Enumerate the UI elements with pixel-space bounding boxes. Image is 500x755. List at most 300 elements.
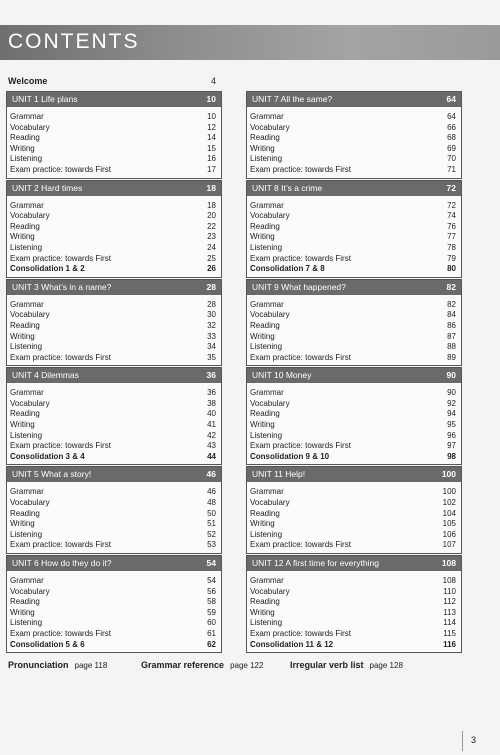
unit-header[interactable]: [7, 280, 221, 295]
section-row[interactable]: [250, 388, 456, 399]
section-label: Listening: [10, 618, 43, 628]
section-page: 94: [447, 409, 456, 419]
section-label: Listening: [10, 154, 43, 164]
section-row[interactable]: [10, 519, 216, 530]
section-page: 72: [447, 200, 456, 210]
section-row[interactable]: [250, 232, 456, 243]
section-row[interactable]: [10, 332, 216, 343]
section-row[interactable]: [250, 587, 456, 598]
section-label: Consolidation 1 & 2: [10, 264, 85, 274]
section-label: Grammar: [250, 112, 284, 121]
section-label: Vocabulary: [250, 586, 290, 596]
section-page: 84: [447, 310, 456, 320]
section-row[interactable]: [250, 498, 456, 509]
section-label: Writing: [250, 519, 275, 529]
section-row[interactable]: [10, 112, 216, 123]
section-page: 79: [447, 253, 456, 263]
unit-title: UNIT 3 What’s in a name?: [12, 281, 112, 292]
section-label: Reading: [250, 320, 280, 330]
section-page: 77: [447, 232, 456, 242]
section-page: 71: [447, 164, 456, 174]
unit-section-list: [247, 295, 461, 366]
unit-page: 108: [441, 558, 456, 568]
section-row[interactable]: [10, 452, 216, 463]
section-row[interactable]: [250, 243, 456, 254]
section-row[interactable]: [250, 399, 456, 410]
section-row[interactable]: [10, 232, 216, 243]
section-page: 53: [207, 540, 216, 550]
unit-header[interactable]: [247, 181, 461, 196]
unit-page: 82: [446, 281, 456, 292]
section-page: 108: [442, 576, 456, 585]
section-page: 54: [207, 576, 216, 585]
section-page: 95: [447, 420, 456, 430]
section-row[interactable]: [250, 509, 456, 520]
contents-banner: [0, 25, 500, 60]
footer-references: [8, 660, 488, 672]
section-page: 80: [447, 264, 456, 274]
section-label: Vocabulary: [250, 122, 290, 132]
section-label: Vocabulary: [10, 398, 50, 408]
section-row[interactable]: [10, 388, 216, 399]
section-row[interactable]: [10, 310, 216, 321]
page-divider: [462, 731, 463, 751]
section-page: 90: [447, 388, 456, 398]
section-label: Vocabulary: [250, 498, 290, 508]
unit-section-list: [247, 383, 461, 464]
section-label: Reading: [10, 320, 40, 330]
section-page: 50: [207, 508, 216, 518]
section-label: Consolidation 3 & 4: [10, 451, 85, 461]
section-label: Grammar: [10, 200, 44, 210]
section-page: 33: [207, 331, 216, 341]
section-page: 59: [207, 607, 216, 617]
section-row[interactable]: [10, 629, 216, 640]
unit-box: [6, 555, 222, 653]
section-label: Reading: [250, 508, 280, 518]
section-row[interactable]: [250, 112, 456, 123]
unit-section-list: [7, 571, 221, 652]
section-row[interactable]: [10, 487, 216, 498]
section-page: 110: [443, 586, 456, 596]
section-label: Vocabulary: [250, 398, 290, 408]
section-label: Grammar: [250, 487, 284, 497]
section-row[interactable]: [250, 629, 456, 640]
section-label: Listening: [10, 342, 43, 352]
section-label: Writing: [250, 232, 275, 242]
section-page: 23: [207, 232, 216, 242]
section-page: 15: [207, 143, 216, 153]
section-row[interactable]: [10, 540, 216, 551]
section-label: Exam practice: towards First: [10, 628, 111, 638]
unit-header[interactable]: [247, 280, 461, 295]
section-row[interactable]: [250, 420, 456, 431]
section-label: Reading: [10, 409, 40, 419]
section-label: Reading: [250, 597, 280, 607]
unit-page: 10: [206, 94, 216, 104]
section-page: 51: [207, 519, 216, 529]
section-label: Grammar: [10, 487, 44, 497]
section-label: Vocabulary: [10, 310, 50, 320]
section-row[interactable]: [250, 133, 456, 144]
section-row[interactable]: [250, 353, 456, 364]
section-label: Writing: [250, 143, 275, 153]
unit-page: 90: [446, 370, 456, 381]
unit-title: UNIT 12 A first time for everything: [252, 558, 379, 568]
section-page: 43: [207, 441, 216, 451]
unit-header[interactable]: [7, 556, 221, 571]
section-page: 78: [447, 242, 456, 252]
unit-box: [6, 279, 222, 367]
section-row[interactable]: [250, 597, 456, 608]
section-label: Reading: [10, 508, 40, 518]
section-label: Grammar: [10, 576, 44, 585]
welcome-page: 4: [210, 76, 216, 86]
unit-page: 64: [446, 94, 456, 104]
footer-page: page 128: [369, 661, 403, 670]
unit-header[interactable]: [7, 181, 221, 196]
section-label: Vocabulary: [10, 122, 50, 132]
section-label: Exam practice: towards First: [10, 540, 111, 550]
section-row[interactable]: [10, 300, 216, 311]
section-label: Exam practice: towards First: [10, 253, 111, 263]
unit-section-list: [7, 383, 221, 464]
unit-page: 36: [206, 370, 216, 381]
section-row[interactable]: [10, 243, 216, 254]
section-row[interactable]: [10, 608, 216, 619]
section-row[interactable]: [10, 222, 216, 233]
section-page: 40: [207, 409, 216, 419]
section-page: 62: [207, 639, 216, 649]
unit-box: [246, 180, 462, 278]
section-page: 16: [207, 154, 216, 164]
section-row[interactable]: [250, 342, 456, 353]
section-label: Writing: [250, 331, 275, 341]
unit-page: 72: [446, 182, 456, 193]
section-page: 76: [447, 221, 456, 231]
section-label: Writing: [10, 232, 35, 242]
section-label: Reading: [10, 597, 40, 607]
section-label: Reading: [250, 221, 280, 231]
section-label: Listening: [250, 242, 283, 252]
section-row[interactable]: [10, 618, 216, 629]
unit-title: UNIT 8 It’s a crime: [252, 182, 323, 193]
section-row[interactable]: [250, 487, 456, 498]
section-page: 46: [207, 487, 216, 497]
section-label: Writing: [10, 607, 35, 617]
section-row[interactable]: [10, 144, 216, 155]
section-label: Listening: [250, 342, 283, 352]
section-page: 116: [443, 639, 456, 649]
section-page: 113: [443, 607, 456, 617]
section-page: 14: [207, 133, 216, 143]
section-label: Vocabulary: [10, 498, 50, 508]
section-label: Writing: [10, 331, 35, 341]
section-row[interactable]: [250, 310, 456, 321]
section-row[interactable]: [10, 201, 216, 212]
section-label: Consolidation 5 & 6: [10, 639, 85, 649]
unit-title: UNIT 1 Life plans: [12, 94, 78, 104]
section-page: 58: [207, 597, 216, 607]
section-label: Grammar: [10, 112, 44, 121]
section-row[interactable]: [10, 165, 216, 176]
section-label: Consolidation 9 & 10: [250, 451, 330, 461]
section-label: Grammar: [10, 299, 44, 309]
section-row[interactable]: [250, 211, 456, 222]
unit-title: UNIT 10 Money: [252, 370, 312, 381]
unit-section-list: [247, 196, 461, 277]
section-page: 114: [443, 618, 456, 628]
section-page: 98: [447, 451, 456, 461]
footer-pronunciation[interactable]: [8, 660, 107, 670]
section-label: Grammar: [10, 388, 44, 398]
footer-label: Grammar reference: [141, 660, 225, 670]
section-row[interactable]: [250, 123, 456, 134]
unit-page: 54: [206, 558, 216, 568]
section-page: 32: [207, 320, 216, 330]
section-page: 86: [447, 320, 456, 330]
unit-box: [6, 367, 222, 465]
section-label: Listening: [10, 242, 43, 252]
section-label: Exam practice: towards First: [250, 628, 351, 638]
section-label: Reading: [10, 221, 40, 231]
section-row[interactable]: [10, 353, 216, 364]
unit-header[interactable]: [7, 92, 221, 107]
section-page: 96: [447, 430, 456, 440]
section-page: 105: [442, 519, 456, 529]
section-page: 107: [442, 540, 456, 550]
section-label: Grammar: [250, 200, 284, 210]
section-label: Reading: [10, 133, 40, 143]
section-row[interactable]: [250, 165, 456, 176]
section-row[interactable]: [10, 254, 216, 265]
section-row[interactable]: [250, 300, 456, 311]
unit-header[interactable]: [7, 368, 221, 383]
section-page: 112: [443, 597, 456, 607]
section-label: Exam practice: towards First: [10, 441, 111, 451]
section-label: Exam practice: towards First: [250, 540, 351, 550]
section-page: 82: [447, 299, 456, 309]
section-row[interactable]: [10, 509, 216, 520]
section-page: 12: [207, 122, 216, 132]
section-row[interactable]: [10, 123, 216, 134]
unit-section-list: [7, 295, 221, 366]
unit-title: UNIT 5 What a story!: [12, 469, 92, 480]
section-row[interactable]: [250, 540, 456, 551]
section-page: 18: [207, 200, 216, 210]
unit-header[interactable]: [7, 467, 221, 482]
section-page: 87: [447, 331, 456, 341]
section-page: 66: [447, 122, 456, 132]
units-column-right: [246, 91, 462, 654]
section-label: Grammar: [250, 299, 284, 309]
section-row[interactable]: [10, 597, 216, 608]
section-row[interactable]: [250, 332, 456, 343]
section-page: 61: [207, 628, 216, 638]
section-label: Listening: [250, 529, 283, 539]
section-page: 68: [447, 133, 456, 143]
unit-title: UNIT 4 Dilemmas: [12, 370, 79, 381]
section-row[interactable]: [10, 342, 216, 353]
section-label: Listening: [250, 618, 283, 628]
section-row[interactable]: [250, 264, 456, 275]
section-label: Reading: [250, 133, 280, 143]
unit-page: 28: [206, 281, 216, 292]
section-row[interactable]: [10, 420, 216, 431]
section-page: 10: [207, 112, 216, 121]
section-label: Listening: [250, 430, 283, 440]
section-label: Writing: [10, 143, 35, 153]
section-label: Writing: [10, 420, 35, 430]
section-page: 41: [207, 420, 216, 430]
section-page: 60: [207, 618, 216, 628]
section-label: Listening: [10, 529, 43, 539]
unit-page: 46: [206, 469, 216, 480]
section-page: 44: [207, 451, 216, 461]
unit-box: [246, 367, 462, 465]
section-row[interactable]: [10, 154, 216, 165]
footer-label: Irregular verb list: [290, 660, 364, 670]
section-row[interactable]: [250, 222, 456, 233]
section-page: 56: [207, 586, 216, 596]
section-label: Listening: [250, 154, 283, 164]
welcome-label: Welcome: [8, 76, 48, 86]
section-page: 64: [447, 112, 456, 121]
section-page: 38: [207, 398, 216, 408]
unit-header[interactable]: [247, 556, 461, 571]
section-row[interactable]: [250, 441, 456, 452]
section-row[interactable]: [10, 133, 216, 144]
section-label: Writing: [250, 420, 275, 430]
section-label: Exam practice: towards First: [10, 164, 111, 174]
page-number: 3: [471, 735, 477, 745]
section-page: 69: [447, 143, 456, 153]
section-label: Exam practice: towards First: [10, 352, 111, 362]
section-page: 115: [443, 628, 456, 638]
section-label: Vocabulary: [10, 211, 50, 221]
section-row[interactable]: [250, 618, 456, 629]
section-label: Consolidation 11 & 12: [250, 639, 334, 649]
section-label: Vocabulary: [10, 586, 50, 596]
section-page: 20: [207, 211, 216, 221]
section-label: Grammar: [250, 388, 284, 398]
section-row[interactable]: [10, 587, 216, 598]
section-page: 22: [207, 221, 216, 231]
section-page: 34: [207, 342, 216, 352]
section-label: Vocabulary: [250, 310, 290, 320]
section-row[interactable]: [250, 409, 456, 420]
section-page: 74: [447, 211, 456, 221]
unit-title: UNIT 7 All the same?: [252, 94, 333, 104]
section-row[interactable]: [10, 399, 216, 410]
unit-section-list: [7, 107, 221, 178]
section-row[interactable]: [10, 441, 216, 452]
section-row[interactable]: [250, 576, 456, 587]
section-page: 30: [207, 310, 216, 320]
unit-title: UNIT 11 Help!: [252, 469, 306, 480]
section-page: 25: [207, 253, 216, 263]
section-row[interactable]: [250, 154, 456, 165]
unit-box: [6, 466, 222, 554]
unit-section-list: [247, 107, 461, 178]
section-row[interactable]: [250, 144, 456, 155]
section-row[interactable]: [250, 519, 456, 530]
unit-header[interactable]: [247, 92, 461, 107]
section-page: 70: [447, 154, 456, 164]
section-page: 89: [447, 352, 456, 362]
unit-section-list: [247, 482, 461, 553]
section-page: 35: [207, 352, 216, 362]
section-label: Writing: [250, 607, 275, 617]
section-row[interactable]: [250, 321, 456, 332]
section-row[interactable]: [250, 452, 456, 463]
section-row[interactable]: [10, 409, 216, 420]
unit-page: 100: [441, 469, 456, 480]
unit-header[interactable]: [247, 368, 461, 383]
section-page: 97: [447, 441, 456, 451]
section-page: 36: [207, 388, 216, 398]
unit-section-list: [7, 482, 221, 553]
section-label: Exam practice: towards First: [250, 441, 351, 451]
section-label: Consolidation 7 & 8: [250, 264, 325, 274]
unit-box: [6, 91, 222, 179]
unit-header[interactable]: [247, 467, 461, 482]
unit-page: 18: [206, 182, 216, 193]
section-page: 92: [447, 398, 456, 408]
section-page: 52: [207, 529, 216, 539]
footer-irregular-verb-list[interactable]: [290, 660, 403, 670]
section-page: 26: [207, 264, 216, 274]
unit-title: UNIT 9 What happened?: [252, 281, 346, 292]
units-column-left: [6, 91, 222, 654]
section-row[interactable]: [10, 640, 216, 651]
section-page: 24: [207, 242, 216, 252]
section-label: Exam practice: towards First: [250, 352, 351, 362]
section-row[interactable]: [250, 254, 456, 265]
unit-box: [246, 555, 462, 653]
footer-page: page 122: [230, 661, 264, 670]
welcome-entry[interactable]: [8, 76, 216, 88]
section-label: Vocabulary: [250, 211, 290, 221]
section-row[interactable]: [10, 211, 216, 222]
section-label: Exam practice: towards First: [250, 253, 351, 263]
unit-box: [246, 466, 462, 554]
unit-title: UNIT 6 How do they do it?: [12, 558, 112, 568]
section-row[interactable]: [250, 640, 456, 651]
section-row[interactable]: [10, 576, 216, 587]
footer-grammar-reference[interactable]: [141, 660, 263, 670]
section-row[interactable]: [10, 431, 216, 442]
unit-section-list: [7, 196, 221, 277]
section-page: 42: [207, 430, 216, 440]
section-row[interactable]: [250, 608, 456, 619]
section-page: 102: [442, 498, 456, 508]
unit-section-list: [247, 571, 461, 652]
section-page: 88: [447, 342, 456, 352]
section-row[interactable]: [10, 530, 216, 541]
section-label: Reading: [250, 409, 280, 419]
section-row[interactable]: [10, 321, 216, 332]
section-row[interactable]: [250, 201, 456, 212]
section-page: 28: [207, 299, 216, 309]
section-row[interactable]: [250, 431, 456, 442]
section-label: Grammar: [250, 576, 284, 585]
section-page: 48: [207, 498, 216, 508]
section-row[interactable]: [10, 264, 216, 275]
section-row[interactable]: [250, 530, 456, 541]
section-row[interactable]: [10, 498, 216, 509]
section-page: 104: [442, 508, 456, 518]
